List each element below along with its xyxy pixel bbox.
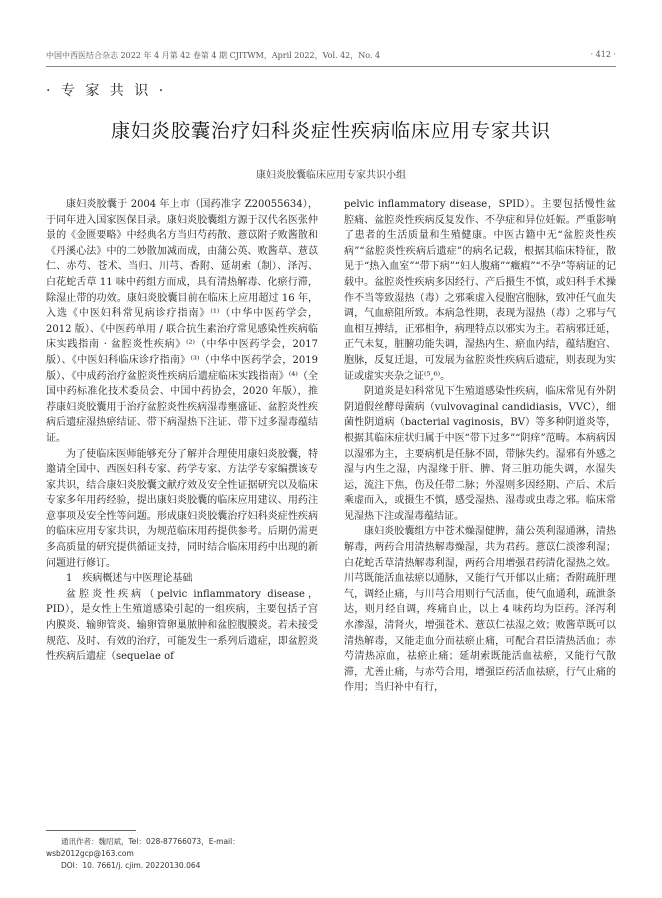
footnotes bbox=[46, 836, 318, 872]
corresponding-author-note: 通讯作者：魏绍斌，Tel：028-87766073，E-mail：wsb2012gcp@163.com bbox=[46, 837, 240, 858]
footnote-divider bbox=[46, 830, 136, 831]
author-byline: 康妇炎胶囊临床应用专家共识小组 bbox=[256, 170, 406, 181]
header-divider bbox=[46, 66, 616, 67]
paragraph: 康妇炎胶囊组方中苍术燥湿健脾，蒲公英利湿通淋，清热解毒，两药合用清热解毒燥湿，共为君药。薏苡仁淡渗利湿；白花蛇舌草清热解毒利湿，两药合用增强君药清化湿热之效。川芎既能活血祛瘀以通脉，又能行气开郁以止痛；香附疏肝理气，调经止痛，与川芎合用则行气活血，使气血通利，疏泄条达，则月经自调，疼痛自止，以上 4 味药均为臣药。泽泻利水渗湿，清肾火，增强苍术、薏苡仁祛湿之效；败酱草既可以清热解毒，又能走血分而祛瘀止痛，可配合君臣清热活血；赤芍清热凉血，祛瘀止痛；延胡索既能活血祛瘀，又能行气散滞，尤善止痛，与赤芍合用，增强臣药活血祛瘀，行气止痛的作用；当归补中有行， bbox=[344, 526, 616, 694]
paragraph: 盆腔炎性疾病（pelvic inflammatory disease，PID），是女性上生殖道感染引起的一组疾病，主要包括子宫内膜炎、输卵管炎、输卵管卵巢脓肿和盆腔腹膜炎。若未接受规范、及时、有效的治疗，可能发生一系列后遗症，即盆腔炎性疾病后遗症（sequelae of bbox=[46, 588, 318, 663]
doi-note: DOI：10. 7661/j. cjim. 20220130.064 bbox=[61, 861, 201, 870]
running-header bbox=[46, 50, 616, 64]
article-title: 康妇炎胶囊治疗妇科炎症性疾病临床应用专家共识 bbox=[110, 120, 551, 142]
journal-citation: 中国中西医结合杂志 2022 年 4 月第 42 卷第 4 期 CJITWM，April 2022，Vol. 42，No. 4 bbox=[46, 51, 381, 60]
paragraph: 康妇炎胶囊于 2004 年上市（国药准字 Z20055634），于同年进入国家医保目录。康妇炎胶囊组方源于汉代名医张仲景的《金匮要略》中经典名方当归芍药散、薏苡附子败酱散和《丹溪心法》中的二妙散加减而成，由蒲公英、败酱草、薏苡仁、赤芍、苍术、当归、川芎、香附、延胡索（制）、泽泻、白花蛇舌草 11 味中药组方而成，具有清热解毒、化瘀行滞，除湿止带的功效。康妇炎胶囊目前在临床上应用超过 16 年，入选《中医妇科常见病诊疗指南》⁽¹⁾（中华中医药学会，2012 版）、《中医药单用 / 联合抗生素治疗常见感染性疾病临床实践指南 · 盆腔炎性疾病》⁽²⁾（中华中医药学会，2017 版）、《中医妇科临床诊疗指南》⁽³⁾（中华中医药学会，2019 版）、《中成药治疗盆腔炎性疾病后遗症临床实践指南》⁽⁴⁾（全国中药标准化技术委员会、中国中药协会，2020 年版），推荐康妇炎胶囊用于治疗盆腔炎性疾病湿毒壅盛证、盆腔炎性疾病后遗症湿热瘀结证、带下病湿热下注证、带下过多湿毒蕴结证。 bbox=[46, 199, 318, 444]
paragraph: 阴道炎是妇科常见下生殖道感染性疾病，临床常见有外阴阴道假丝酵母菌病（vulvovaginal candidiasis，VVC），细菌性阴道病（bacterial vaginosis，BV）等多种阴道炎等，根据其临床症状归属于中医“带下过多”“阴痒”范畴。本病病因以湿邪为主，主要病机是任脉不固，带脉失约。湿邪有外感之湿与内生之湿，内湿缘于肝、脾、肾三脏功能失调，水湿失运，流注下焦，伤及任带二脉；外湿则多因经期、产后、术后乘虚而入，或摄生不慎，感受湿热、湿毒或虫毒之邪。临床常见湿热下注或湿毒蕴结证。 bbox=[344, 386, 616, 522]
paragraph: 为了使临床医师能够充分了解并合理使用康妇炎胶囊，特邀请全国中、西医妇科专家、药学专家、方法学专家编撰该专家共识，结合康妇炎胶囊文献疗效及安全性证据研究以及临床专家多年用药经验，提出康妇炎胶囊的临床应用建议、用药注意事项及安全性等问题。形成康妇炎胶囊治疗妇科炎症性疾病的临床应用专家共识，为规范临床用药提供参考。后期仍需更多高质量的研究提供循证支持，同时结合临床用药中出现的新问题进行修订。 bbox=[46, 448, 318, 569]
column-label: · 专 家 共 识 · bbox=[46, 83, 167, 99]
section-heading: 1 疾病概述与中医理论基础 bbox=[66, 573, 193, 585]
left-column bbox=[46, 197, 318, 665]
page-number: · 412 · bbox=[590, 50, 616, 59]
right-column bbox=[344, 197, 616, 696]
paragraph: pelvic inflammatory disease，SPID）。主要包括慢性盆腔痛、盆腔炎性疾病反复发作、不孕症和异位妊娠。严重影响了患者的生活质量和生殖健康。中医古籍中无“盆腔炎性疾病”“盆腔炎性疾病后遗症”的病名记载，根据其临床特征，散见于“热入血室”“带下病”“妇人腹痛”“癥瘕”“不孕”等病证的记载中。盆腔炎性疾病多因经行、产后摄生不慎，或妇科手术操作不当等致湿热（毒）之邪乘虚入侵胞宫胞脉，致冲任气血失调，气血瘀阻所致。本病急性期，表现为湿热（毒）之邪与气血相互搏结，正邪相争，病理特点以邪实为主。若病邪迁延，正气未复，脏腑功能失调，湿热内生、瘀血内结，蕴结胞宫、胞脉，反复迁退，可发展为盆腔炎性疾病后遗症，则表现为实证或虚实夹杂之证⁽⁵,⁶⁾。 bbox=[344, 199, 616, 382]
